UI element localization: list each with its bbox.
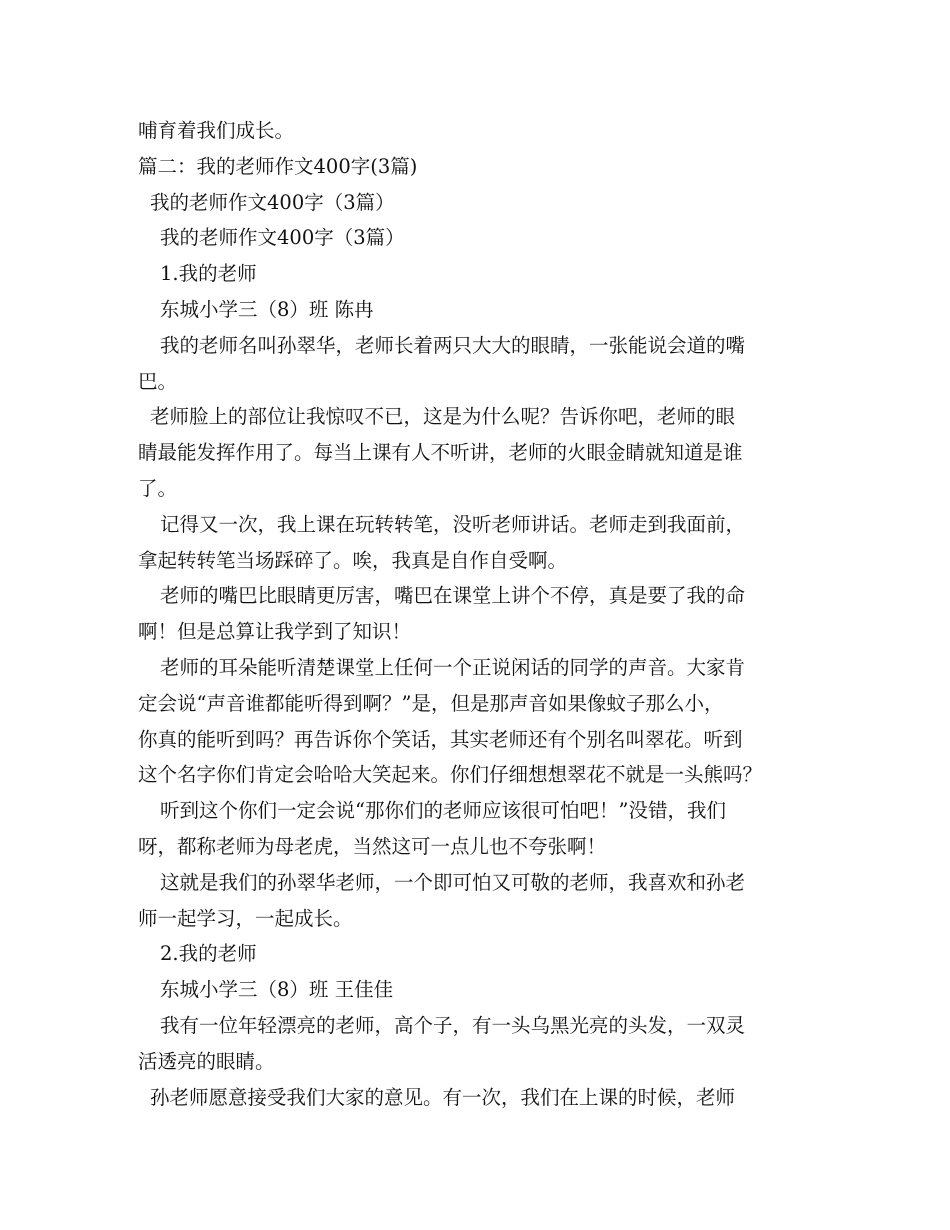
section-heading: 篇二：我的老师作文400字(3篇) — [138, 154, 418, 178]
text-line: 这个名字你们肯定会哈哈大笑起来。你们仔细想想翠花不就是一头熊吗？ — [138, 763, 763, 787]
essay-author: 东城小学三（8）班 王佳佳 — [160, 978, 394, 1002]
text-line: 师一起学习，一起成长。 — [138, 906, 353, 930]
text-line: 老师的耳朵能听清楚课堂上任何一个正说闲话的同学的声音。大家肯 — [160, 655, 746, 679]
text-line: 巴。 — [138, 369, 178, 393]
essay-title: 1.我的老师 — [160, 262, 257, 286]
document-body — [138, 113, 828, 1115]
text-line: 我有一位年轻漂亮的老师，高个子，有一头乌黑光亮的头发，一双灵 — [160, 1013, 746, 1037]
text-line: 活透亮的眼睛。 — [138, 1049, 275, 1073]
essay-title: 2.我的老师 — [160, 942, 257, 966]
text-line: 听到这个你们一定会说“那你们的老师应该很可怕吧！”没错，我们 — [160, 799, 726, 823]
text-line: 了。 — [138, 476, 178, 500]
text-line: 拿起转转笔当场踩碎了。唉，我真是自作自受啊。 — [138, 548, 568, 572]
text-line: 孙老师愿意接受我们大家的意见。有一次，我们在上课的时候，老师 — [150, 1085, 736, 1109]
text-line: 睛最能发挥作用了。每当上课有人不听讲，老师的火眼金睛就知道是谁 — [138, 441, 743, 465]
text-line: 你真的能听到吗？再告诉你个笑话，其实老师还有个别名叫翠花。听到 — [138, 727, 743, 751]
text-line: 呀，都称老师为母老虎，当然这可一点儿也不夸张啊！ — [138, 834, 607, 858]
text-line: 我的老师名叫孙翠华，老师长着两只大大的眼睛，一张能说会道的嘴 — [160, 333, 746, 357]
text-line: 哺育着我们成长。 — [138, 119, 295, 142]
text-line: 老师的嘴巴比眼睛更厉害，嘴巴在课堂上讲个不停，真是要了我的命 — [160, 584, 746, 608]
essay-author: 东城小学三（8）班 陈冉 — [160, 297, 374, 321]
text-line: 老师脸上的部位让我惊叹不已，这是为什么呢？告诉你吧，老师的眼 — [150, 405, 736, 429]
text-line: 记得又一次，我上课在玩转转笔，没听老师讲话。老师走到我面前， — [160, 512, 746, 536]
article-subtitle: 我的老师作文400字（3篇） — [160, 226, 405, 250]
text-line: 定会说“声音谁都能听得到啊？”是，但是那声音如果像蚊子那么小， — [138, 691, 724, 715]
text-line: 这就是我们的孙翠华老师，一个即可怕又可敬的老师，我喜欢和孙老 — [160, 870, 746, 894]
article-title: 我的老师作文400字（3篇） — [150, 190, 395, 214]
text-line: 啊！但是总算让我学到了知识！ — [138, 620, 412, 644]
